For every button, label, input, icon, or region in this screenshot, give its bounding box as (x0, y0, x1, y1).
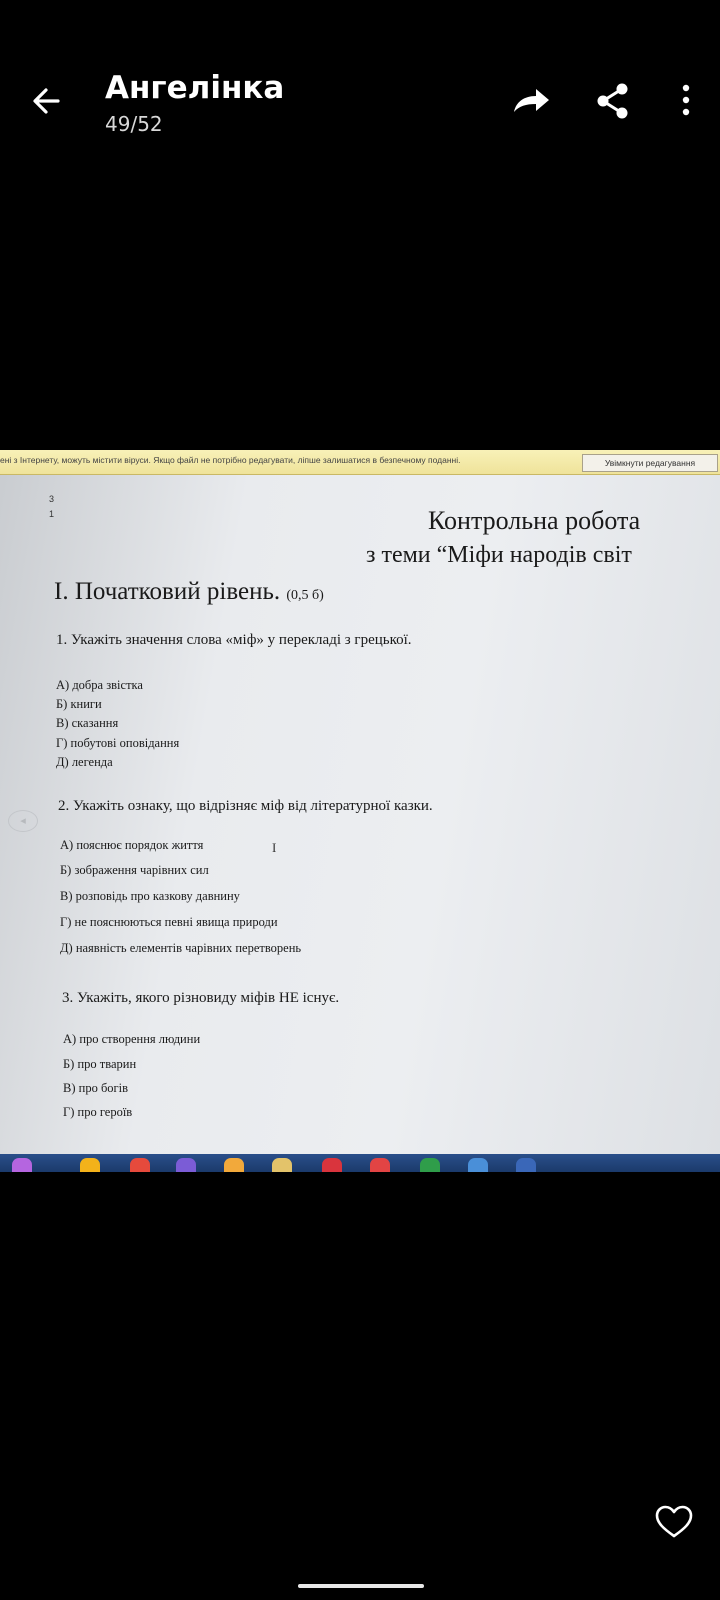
level-points: (0,5 б) (286, 588, 324, 603)
share-icon (590, 78, 638, 124)
document-page (0, 474, 720, 1154)
option: В) про богів (63, 1081, 129, 1095)
taskbar-app-icon[interactable] (224, 1158, 244, 1172)
level-heading-text: І. Початковий рівень. (54, 578, 281, 605)
top-app-bar (0, 0, 720, 160)
arrow-left-icon (22, 78, 78, 124)
taskbar-app-icon[interactable] (12, 1158, 32, 1172)
taskbar-app-icon[interactable] (130, 1158, 150, 1172)
album-title: Ангелінка (105, 70, 285, 106)
more-vertical-icon (664, 78, 708, 124)
nav-prev-icon[interactable]: ◂ (8, 810, 38, 832)
option: Д) легенда (56, 755, 113, 769)
option: В) сказання (56, 716, 119, 730)
like-button[interactable] (654, 1504, 694, 1540)
line-number: 3 (49, 494, 55, 504)
question-2: 2. Укажіть ознаку, що відрізняє міф від літературної казки. (58, 798, 433, 814)
more-options-button[interactable] (664, 78, 708, 124)
taskbar-app-icon[interactable] (272, 1158, 292, 1172)
option: В) розповідь про казкову давнину (60, 889, 240, 903)
option: А) про створення людини (63, 1032, 201, 1046)
taskbar-app-icon[interactable] (516, 1158, 536, 1172)
text-cursor-icon: I (272, 840, 277, 855)
protected-view-message: ені з Інтернету, можуть містити віруси. Якщо файл не потрібно редагувати, ліпше залишатися в безпечному поданні. (0, 455, 461, 465)
share-button[interactable] (590, 78, 638, 124)
doc-subtitle: з теми “Міфи народів світ (366, 542, 632, 568)
taskbar-app-icon[interactable] (322, 1158, 342, 1172)
photo-viewer-image[interactable] (0, 450, 720, 1172)
option: Б) книги (56, 697, 102, 711)
question-1: 1. Укажіть значення слова «міф» у перекладі з грецької. (56, 632, 412, 648)
doc-title: Контрольна робота (428, 506, 641, 535)
option: А) пояснює порядок життя (60, 838, 204, 852)
taskbar-app-icon[interactable] (370, 1158, 390, 1172)
option: Г) не пояснюються певні явища природи (60, 915, 278, 929)
photo-counter: 49/52 (105, 112, 163, 136)
forward-button[interactable] (506, 78, 554, 124)
taskbar-app-icon[interactable] (80, 1158, 100, 1172)
windows-taskbar (0, 1154, 720, 1172)
taskbar-app-icon[interactable] (468, 1158, 488, 1172)
forward-arrow-icon (506, 78, 554, 124)
question-3: 3. Укажіть, якого різновиду міфів НЕ існує. (62, 990, 340, 1006)
option: Г) побутові оповідання (56, 736, 180, 750)
option: Б) зображення чарівних сил (60, 863, 209, 877)
heart-outline-icon (654, 1504, 694, 1540)
taskbar-app-icon[interactable] (420, 1158, 440, 1172)
taskbar-app-icon[interactable] (176, 1158, 196, 1172)
home-indicator[interactable] (298, 1584, 424, 1588)
back-button[interactable] (22, 78, 78, 124)
protected-view-bar (0, 450, 720, 475)
option: А) добра звістка (56, 678, 143, 692)
level-heading (54, 578, 324, 606)
option: Д) наявність елементів чарівних перетворень (60, 941, 302, 955)
option: Г) про героїв (63, 1105, 133, 1119)
enable-editing-button[interactable]: Увімкнути редагування (582, 454, 718, 472)
line-number: 1 (49, 509, 55, 519)
option: Б) про тварин (63, 1057, 137, 1071)
